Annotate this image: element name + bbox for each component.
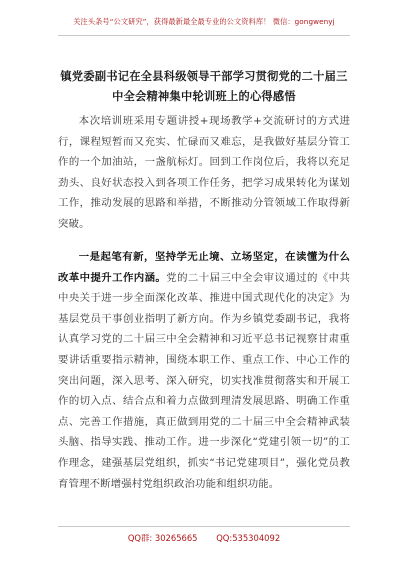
document-title	[56, 66, 352, 106]
body-paragraph-2	[58, 247, 350, 494]
paragraph-2-lead: 一是起笔有新，坚持学无止境、立场坚定，在读懂为什么改革中提升工作内涵。	[58, 251, 350, 284]
footer-divider	[58, 526, 350, 527]
title-line-2: 中全会精神集中轮训班上的心得感悟	[112, 89, 296, 103]
header-banner: 关注头条号“公文研究”，获得最新最全最专业的公文资料库！ 微信：gongwenyj	[73, 17, 335, 26]
body-paragraph-2-block	[58, 247, 350, 494]
footer-qq: QQ:535304092	[216, 533, 281, 543]
paragraph-2-body: 党的二十届三中全会审议通过的《中共中央关于进一步全面深化改革、推进中国式现代化的决定》为基层党员干事创业指明了新方向。作为乡镇党委副书记，我将认真学习党的二十届三中全会精神和习近平总书记视察甘肃重要讲话重要指示精神，围绕本职工作、重点工作、中心工作的突出问题，深入思考、深入研究，切实找准贯彻落实和开展工作的切入点、结合点和着力点做到理清发展思路、明确工作重点、完善工作措施，真正做到用党的二十届三中全会精神武装头脑、指导实践、推动工作。进一步深化“党建引领一切”的工作理念，建强基层党组织，抓实“书记党建项目”，强化党员教育管理不断增强村党组织政治功能和组织功能。	[58, 271, 350, 490]
header-divider	[58, 35, 350, 36]
footer-contact	[0, 532, 408, 544]
footer-qq-group: QQ群: 30265665	[127, 533, 198, 543]
body-paragraph-1-block	[58, 111, 350, 235]
title-line-1: 镇党委副书记在全县科级领导干部学习贯彻党的二十届三	[60, 69, 348, 83]
body-paragraph-1: 本次培训班采用专题讲授+现场教学+交流研讨的方式进行，课程短暂而又充实、忙碌而又难忘，是我做好基层分管工作的一个加油站，一盏航标灯。回到工作岗位后，我将以充足劲头、良好状态投入到各项工作任务，把学习成果转化为谋划工作，推动发展的思路和举措，不断推动分管领域工作取得新突破。	[58, 115, 350, 230]
